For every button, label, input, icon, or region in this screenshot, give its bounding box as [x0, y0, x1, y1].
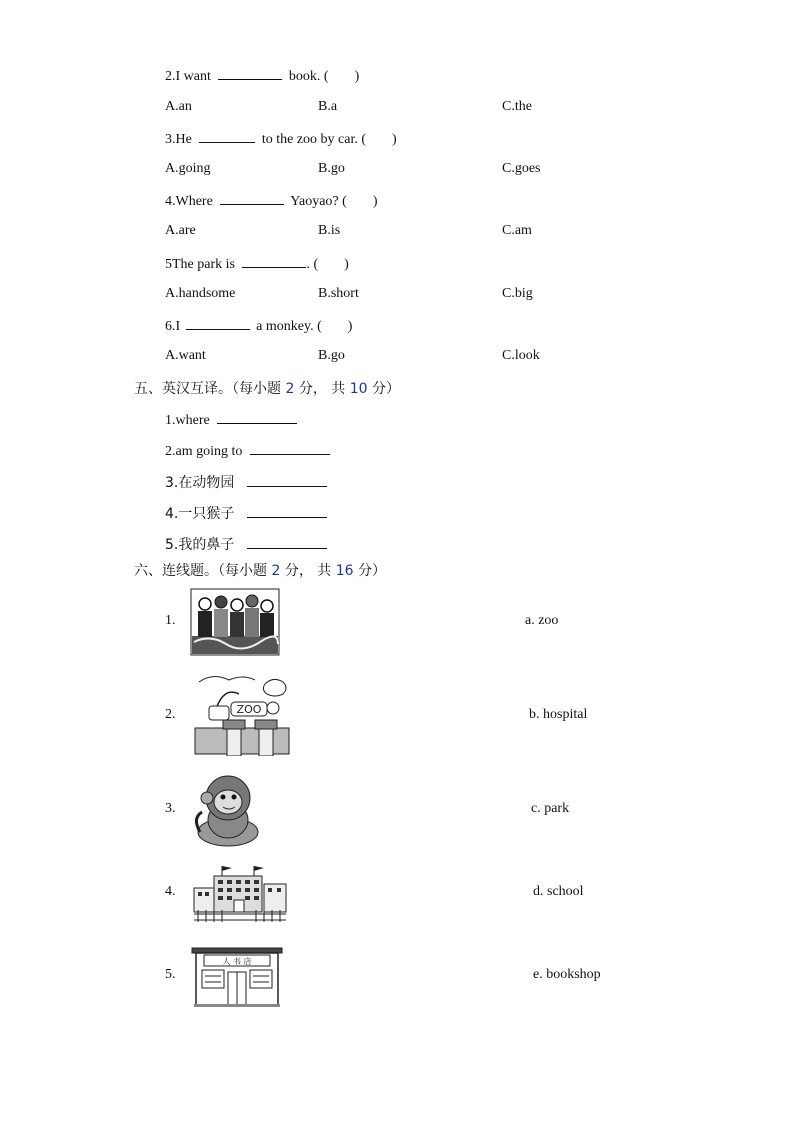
option-c: C.look: [502, 348, 540, 363]
question-prefix: 3.He: [165, 132, 192, 147]
answer-blank[interactable]: [242, 255, 306, 268]
answer-blank[interactable]: [220, 192, 284, 205]
match-word-d: d. school: [533, 884, 584, 899]
match-number-1: 1.: [165, 613, 176, 628]
answer-blank[interactable]: [250, 442, 330, 455]
question-prefix: 4.Where: [165, 194, 213, 209]
question-suffix: a monkey. (: [256, 319, 322, 334]
match-word-a: a. zoo: [525, 613, 559, 628]
match-word-e: e. bookshop: [533, 967, 601, 982]
match-word-b: b. hospital: [529, 707, 588, 722]
option-a: A.going: [165, 161, 211, 176]
translation-item-2: [165, 442, 330, 460]
option-b: B.go: [318, 161, 345, 176]
option-a: A.an: [165, 99, 192, 114]
match-number-3: 3.: [165, 801, 176, 816]
monkey-picture[interactable]: [194, 772, 264, 848]
answer-blank[interactable]: [247, 536, 327, 549]
paren-close: ): [354, 69, 360, 84]
svg-text:ZOO: ZOO: [236, 703, 262, 716]
question-suffix: Yaoyao? (: [290, 194, 347, 209]
option-c: C.big: [502, 286, 533, 301]
section-5-heading: 五、英汉互译。（每小题 2 分， 共 10 分）: [134, 381, 401, 397]
option-c: C.am: [502, 223, 532, 238]
question-prefix: 2.I want: [165, 69, 211, 84]
match-number-5: 5.: [165, 967, 176, 982]
match-number-4: 4.: [165, 884, 176, 899]
option-c: C.the: [502, 99, 532, 114]
translation-item-1: [165, 411, 297, 429]
paren-close: ): [392, 132, 397, 147]
question-prefix: 6.I: [165, 319, 181, 334]
option-b: B.a: [318, 99, 338, 114]
paren-close: ): [344, 257, 349, 272]
translation-prompt: 1.where: [165, 413, 210, 428]
question-suffix: . (: [306, 257, 319, 272]
zoo-gate-picture[interactable]: [193, 672, 291, 756]
answer-blank[interactable]: [247, 505, 327, 518]
shop-sign: 人 书 店: [222, 957, 252, 966]
answer-blank[interactable]: [218, 67, 282, 80]
shop-building-picture[interactable]: [190, 946, 284, 1008]
option-c: C.goes: [502, 161, 541, 176]
people-crowd-picture[interactable]: [190, 588, 280, 656]
school-building-picture[interactable]: [192, 864, 288, 922]
translation-item-4: [165, 503, 327, 523]
answer-blank[interactable]: [217, 411, 297, 424]
translation-item-5: [165, 534, 327, 554]
answer-blank[interactable]: [247, 474, 327, 487]
section-6-heading: 六、连线题。（每小题 2 分， 共 16 分）: [134, 563, 387, 579]
question-suffix: book. (: [288, 69, 329, 84]
translation-prompt: 4.一只猴子: [165, 506, 235, 522]
option-a: A.want: [165, 348, 206, 363]
match-number-2: 2.: [165, 707, 176, 722]
answer-blank[interactable]: [199, 130, 255, 143]
option-a: A.handsome: [165, 286, 236, 301]
translation-prompt: 2.am going to: [165, 444, 243, 459]
option-b: B.is: [318, 223, 341, 238]
match-word-c: c. park: [531, 801, 570, 816]
question-suffix: to the zoo by car. (: [261, 132, 367, 147]
option-b: B.go: [318, 348, 345, 363]
option-b: B.short: [318, 286, 359, 301]
paren-close: ): [347, 319, 353, 334]
option-a: A.are: [165, 223, 196, 238]
paren-close: ): [372, 194, 378, 209]
answer-blank[interactable]: [186, 317, 250, 330]
translation-prompt: 5.我的鼻子: [165, 537, 235, 553]
translation-item-3: [165, 472, 327, 492]
question-prefix: 5The park is: [165, 257, 235, 272]
translation-prompt: 3.在动物园: [165, 475, 235, 491]
